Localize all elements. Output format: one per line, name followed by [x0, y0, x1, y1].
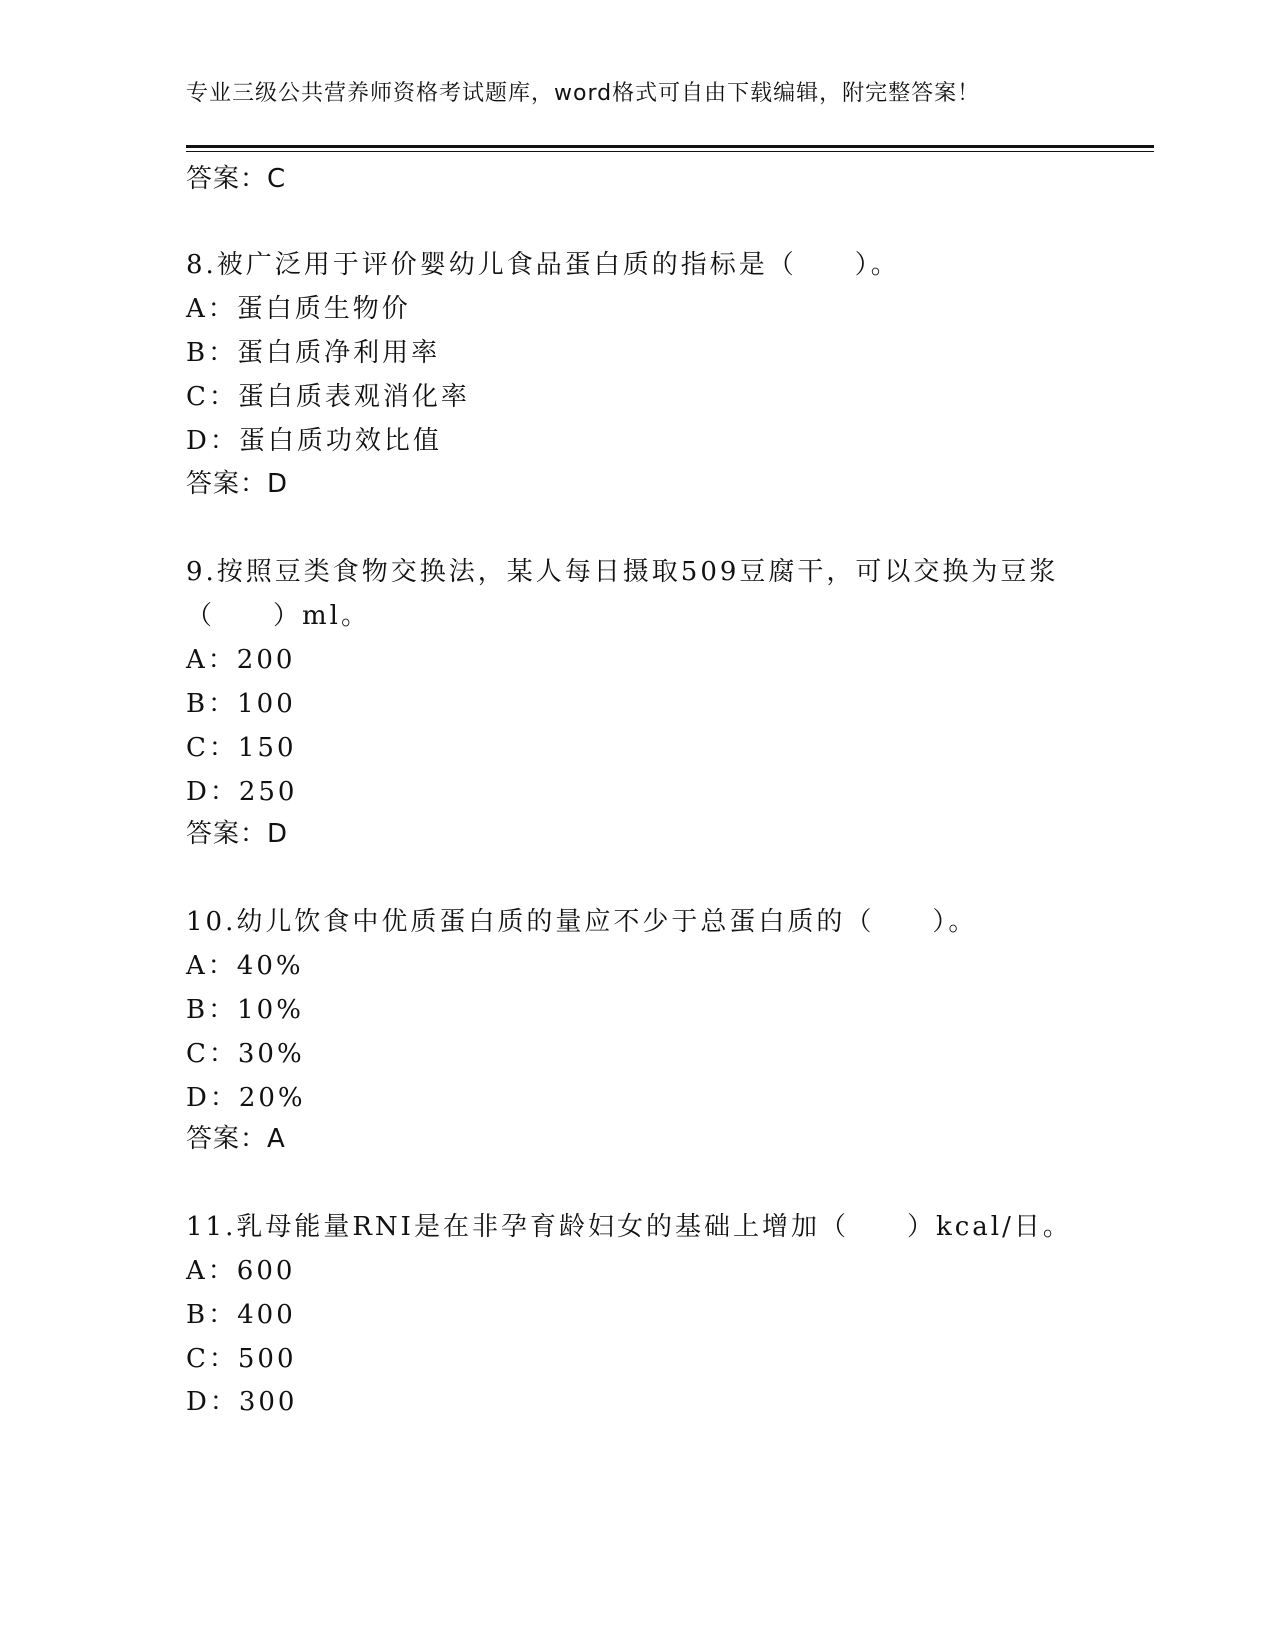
option-d: D：20%: [186, 1083, 306, 1113]
option-c: C：蛋白质表观消化率: [186, 382, 470, 412]
option-d: D：300: [186, 1387, 298, 1417]
option-b: B：100: [186, 689, 296, 719]
option-a: A：600: [186, 1256, 296, 1286]
question-stem-continued: （ ）ml。: [186, 601, 370, 631]
option-c: C：500: [186, 1344, 297, 1374]
question-stem: 10.幼儿饮食中优质蛋白质的量应不少于总蛋白质的（ ）。: [186, 907, 978, 937]
question-stem: 11.乳母能量RNI是在非孕育龄妇女的基础上增加（ ）kcal/日。: [186, 1212, 1072, 1242]
option-c: C：150: [186, 733, 297, 763]
answer-q10: 答案：A: [186, 1124, 286, 1154]
option-a: A：200: [186, 645, 296, 675]
answer-q8: 答案：D: [186, 469, 289, 499]
option-b: B：蛋白质净利用率: [186, 338, 441, 368]
option-b: B：10%: [186, 995, 304, 1025]
option-a: A：蛋白质生物价: [186, 294, 411, 324]
option-d: D：250: [186, 777, 298, 807]
option-a: A：40%: [186, 951, 304, 981]
option-c: C：30%: [186, 1039, 305, 1069]
option-d: D：蛋白质功效比值: [186, 426, 442, 456]
option-b: B：400: [186, 1300, 296, 1330]
answer-q9: 答案：D: [186, 819, 289, 849]
page-header: 专业三级公共营养师资格考试题库，word格式可自由下载编辑，附完整答案！: [186, 81, 981, 106]
header-rule-thin: [186, 151, 1154, 152]
question-stem: 9.按照豆类食物交换法，某人每日摄取509豆腐干，可以交换为豆浆: [186, 557, 1059, 587]
header-rule-thick: [186, 145, 1154, 148]
answer-q7: 答案：C: [186, 164, 287, 194]
question-stem: 8.被广泛用于评价婴幼儿食品蛋白质的指标是（ ）。: [186, 250, 900, 280]
